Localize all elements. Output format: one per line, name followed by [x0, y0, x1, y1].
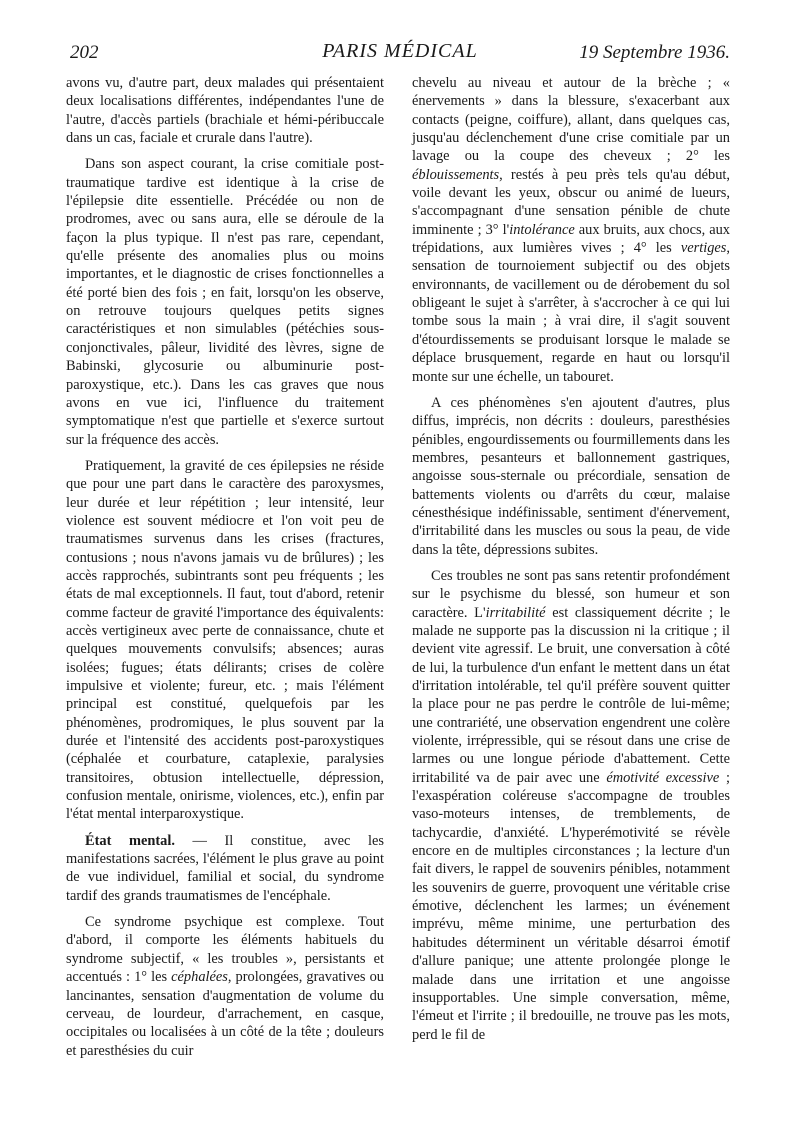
page-number: 202	[70, 42, 99, 63]
paragraph-text: , prolongées, gravatives ou lancinantes, sensation d'augmentation de volume du cerveau, de lourdeur, d'arrachement, en casque, occipitales ou localisées à un côté de la tête ; douleurs et paresthésies du cuir	[66, 969, 384, 1059]
paragraph-text: , restés à peu près tels qu'au début, voile devant les yeux, obscur ou animé de lueurs, s'accompagnant d'une sensation pénible de chute imminente ; 3° l'	[412, 166, 730, 238]
journal-title: PARIS MÉDICAL	[322, 40, 478, 62]
running-header	[70, 40, 730, 70]
issue-date: 19 Septembre 1936.	[579, 42, 730, 63]
paragraph-text: ; l'exaspération coléreuse s'accompagne de troubles vaso-moteurs intenses, de tremblements, de tachycardie, d'anxiété. L'hyperémotivité se révèle encore en de multiples circonstances ; la lecture d'un fait divers, le rappel de souvenirs pénibles, notamment les souvenirs de guerre, provoquent une véritable crise émotive, déclenchent les larmes; un événement imprévu, même minime, une perturbation des habitudes déterminent un véritable désarroi émotif d'allure panique; une attente prolongée plonge le malade dans une irritation et une angoisse insupportables. Une simple conversation, même, l'émeut et l'irrite ; il bredouille, ne trouve pas les mots, perd le fil de	[412, 769, 730, 1043]
paragraph: Pratiquement, la gravité de ces épilepsies ne réside que pour une part dans le caractère des paroxysmes, leur durée et leur répétition ; leur intensité, leur violence est souvent médiocre et l'on voit peu de traumatismes survenus dans les crises (fractures, contusions ; nous n'avons jamais vu de brûlures) ; les accès rapprochés, subintrants sont peu fréquents ; les états de mal exceptionnels. Il faut, tout d'abord, retenir comme facteur de gravité l'importance des équivalents: accès vertigineux avec perte de connaissance, chute et quelques mouvements convulsifs; absences; auras isolées; fugues; états délirants; crises de colère impulsive et violente; fureur, etc. ; mais l'élément principal est constitué, quelquefois par les phénomènes, prodromiques, le plus souvent par la durée et l'intensité des accidents post-paroxystiques (céphalée et courbature, cataplexie, paralysies transitoires, obtusion intellectuelle, dépression, confusion mentale, onirisme, violences, etc.), enfin par l'état mental interparoxystique.	[66, 457, 384, 823]
paragraph: Dans son aspect courant, la crise comitiale post-traumatique tardive est identique à la crise de l'épilepsie dite essentielle. Précédée ou non de prodromes, avec ou sans aura, elle se déroule de la façon la plus typique. Il n'est pas rare, cependant, qu'elle présente des anomalies plus ou moins importantes, et le diagnostic de crises fonctionnelles a été porté bien des fois ; en fait, lorsqu'on les observe, on retrouve toujours quelques petits signes caractéristiques et non simulables (pétéchies sous-conjonctivales, pâleur, lividité des lèvres, signe de Babinski, glycosurie ou albuminurie post-paroxystique, etc.). Dans les cas graves que nous avons en vue ici, l'influence du traitement symptomatique n'est que partielle et s'exerce surtout sur la fréquence des accès.	[66, 156, 384, 448]
emphasis: céphalées	[171, 969, 228, 986]
emphasis: émotivité excessive	[606, 769, 720, 786]
paragraph: A ces phénomènes s'en ajoutent d'autres, plus diffus, imprécis, non décrits : douleurs, paresthésies pénibles, engourdissements ou fourmillements dans les membres, pesanteurs et ballonnement gastriques, angoisse sous-sternale ou précordiale, sensation de battements violents ou d'arrêts du cœur, malaise cénesthésique indéfinissable, sentiment d'énervement, d'irritabilité dans les muscles ou sous la peau, de vide dans la tête, dépressions subites.	[412, 394, 730, 558]
paragraph	[66, 832, 384, 905]
paragraph-text: est classiquement décrite ; le malade ne supporte pas la discussion ni la critique ; il devient vite agressif. Le bruit, une conversation à côté de lui, la turbulence d'un enfant le mettent dans un état d'irritation intolérable, tel qu'il préfère souvent quitter la place pour ne pas perdre le contrôle de lui-même; une contrariété, une observation engendrent une colère violente, irrépressible, qui se résout dans une crise de larmes ou une longue période d'abattement. Cette irritabilité va de pair avec une	[412, 604, 730, 786]
paragraph	[66, 913, 384, 1060]
paragraph	[412, 74, 730, 386]
emphasis: intolérance	[509, 221, 575, 238]
paragraph-text: Ces troubles ne sont pas sans retentir profondément sur le psychisme du blessé, son humeur et son caractère. L'	[412, 567, 730, 621]
paragraph-text: , sensation de tournoiement subjectif ou des objets environnants, de vacillement ou de dérobement du sol obligeant le sujet à s'arrêter, à s'accrocher à ce qui lui tombe sous la main ; à vrai dire, il s'agit souvent d'étourdissements se produisant lorsque le malade se déplace brusquement, regarde en haut ou lorsqu'il monte sur une échelle, un tabouret.	[412, 240, 730, 385]
emphasis: irritabilité	[485, 604, 546, 621]
emphasis: vertiges	[680, 240, 727, 257]
paragraph	[412, 567, 730, 1044]
right-column	[412, 74, 730, 1044]
paragraph-text: chevelu au niveau et autour de la brèche ; « énervements » dans la blessure, s'exacerbant aux contacts (peigne, coiffure), allant, dans quelques cas, jusqu'au déclenchement d'une crise comitiale par un lavage ou la coupe des cheveux ; 2° les	[412, 75, 730, 165]
paragraph-text: aux bruits, aux chocs, aux trépidations, aux lumières vives ; 4° les	[412, 221, 730, 257]
paragraph-text: Ce syndrome psychique est complexe. Tout d'abord, il comporte les éléments habituels du syndrome subjectif, « les troubles », persistants et accentués : 1° les	[66, 914, 384, 986]
paragraph-text: — Il constitue, avec les manifestations sacrées, l'élément le plus grave au point de vue individuel, familial et social, du syndrome tardif des grands traumatismes de l'encéphale.	[66, 832, 384, 904]
paragraph: avons vu, d'autre part, deux malades qui présentaient deux localisations différentes, indépendantes l'une de l'autre, d'accès partiels (brachiale et hémi-péribuccale dans un cas, faciale et crurale dans l'autre).	[66, 75, 384, 147]
left-column	[66, 74, 384, 1060]
emphasis: éblouissements	[412, 166, 500, 183]
section-heading: État mental.	[85, 832, 175, 849]
